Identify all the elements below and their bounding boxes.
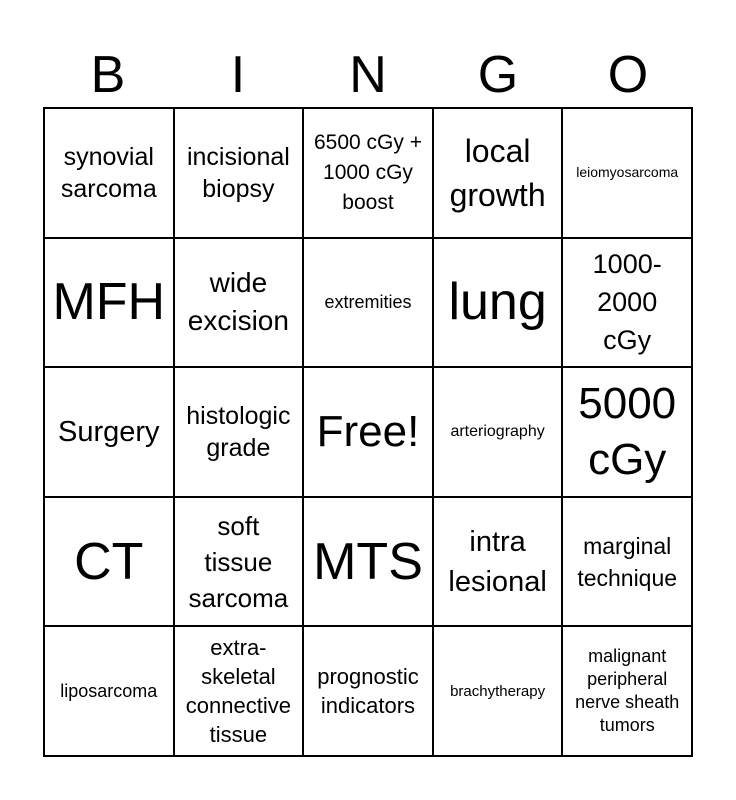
bingo-cell[interactable] — [303, 238, 433, 368]
bingo-cell[interactable] — [44, 238, 174, 368]
bingo-cell[interactable] — [562, 497, 692, 627]
cell-label: MTS — [313, 532, 423, 591]
bingo-cell[interactable] — [174, 497, 304, 627]
cell-label: intra lesional — [448, 525, 547, 598]
bingo-cell[interactable] — [433, 367, 563, 497]
cell-label: 6500 cGy + 1000 cGy boost — [314, 130, 422, 214]
bingo-cell[interactable] — [562, 367, 692, 497]
cell-label: malignant peripheral nerve sheath tumors — [575, 646, 680, 736]
bingo-cell[interactable] — [303, 367, 433, 497]
bingo-cell[interactable] — [174, 367, 304, 497]
cell-label: histologic grade — [186, 401, 291, 462]
header-letter-g: G — [477, 46, 519, 104]
bingo-cell[interactable] — [174, 108, 304, 238]
header-letter-o: O — [607, 46, 649, 104]
cell-label: extremities — [324, 291, 412, 312]
cell-label: extra-skeletal connective tissue — [185, 635, 291, 748]
bingo-cell[interactable] — [433, 497, 563, 627]
bingo-cell[interactable] — [44, 108, 174, 238]
header-letter-i: I — [230, 46, 246, 104]
bingo-cell[interactable] — [433, 626, 563, 756]
cell-label: CT — [74, 532, 144, 591]
cell-label: local growth — [449, 132, 546, 213]
bingo-cell[interactable] — [303, 497, 433, 627]
bingo-cell[interactable] — [44, 626, 174, 756]
bingo-cell[interactable] — [44, 367, 174, 497]
cell-label: incisional biopsy — [186, 142, 290, 203]
cell-label: wide excision — [187, 267, 289, 337]
header-letter-b: B — [90, 46, 126, 104]
cell-label: soft tissue sarcoma — [188, 510, 289, 613]
bingo-cell[interactable] — [174, 626, 304, 756]
cell-label: Surgery — [58, 415, 160, 448]
cell-label: arteriography — [450, 423, 545, 441]
bingo-header — [43, 42, 693, 108]
bingo-cell[interactable] — [562, 108, 692, 238]
bingo-cell[interactable] — [174, 238, 304, 368]
cell-label: marginal technique — [577, 532, 678, 591]
cell-label: prognostic indicators — [317, 664, 419, 719]
cell-label: lung — [448, 273, 547, 332]
bingo-cell[interactable] — [433, 238, 563, 368]
bingo-cell[interactable] — [433, 108, 563, 238]
cell-label: liposarcoma — [60, 680, 158, 701]
cell-label: synovial sarcoma — [60, 142, 157, 203]
header-letter-n: N — [349, 46, 387, 104]
bingo-cell[interactable] — [44, 497, 174, 627]
cell-label: brachytherapy — [450, 682, 546, 700]
cell-label: 1000-2000 cGy — [592, 249, 662, 356]
bingo-grid — [43, 107, 693, 757]
bingo-cell[interactable] — [562, 626, 692, 756]
bingo-cell[interactable] — [303, 626, 433, 756]
cell-label: MFH — [52, 273, 166, 332]
cell-label: leiomyosarcoma — [576, 164, 679, 181]
cell-label: Free! — [316, 406, 420, 456]
bingo-cell[interactable] — [303, 108, 433, 238]
bingo-cell[interactable] — [562, 238, 692, 368]
cell-label: 5000 cGy — [578, 378, 677, 484]
